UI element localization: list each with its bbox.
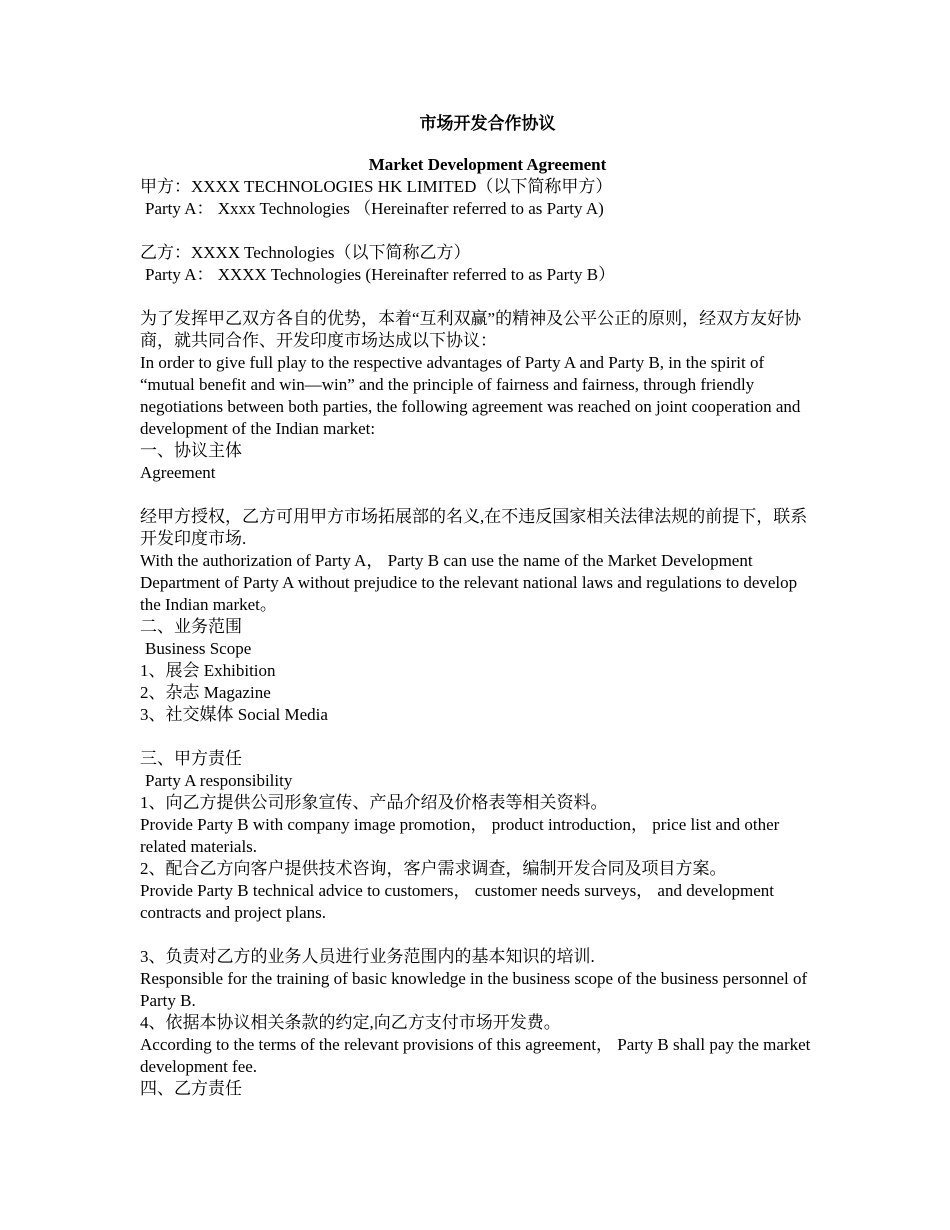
section-heading-party-a-duty-en: Party A responsibility (145, 771, 293, 790)
section-heading-party-a-duty-cn: 三、甲方责任 (140, 749, 242, 768)
intro-paragraph-en: In order to give full play to the respective advantages of Party A and Party B, in the spirit of “mutual benefit and win—win” and the principle of fairness and fairness, through friendly negotiations between both parties, the following agreement was reached on joint cooperation and development of the Indian market: (140, 353, 805, 438)
section-heading-agreement-en: Agreement (140, 463, 216, 482)
duty-item-en: Provide Party B with company image promotion， product introduction， price list and other related materials. (140, 815, 784, 856)
duty-item-cn: 3、负责对乙方的业务人员进行业务范围内的基本知识的培训. (140, 947, 595, 966)
section-heading-agreement-cn: 一、协议主体 (140, 441, 242, 460)
duty-item-cn: 4、依据本协议相关条款的约定,向乙方支付市场开发费。 (140, 1013, 561, 1032)
duty-item-en: Responsible for the training of basic knowledge in the business scope of the business personnel of Party B. (140, 969, 812, 1010)
section-agreement-body-cn: 经甲方授权，乙方可用甲方市场拓展部的名义,在不违反国家相关法律法规的前提下，联系开发印度市场. (140, 507, 808, 548)
duty-item-cn: 2、配合乙方向客户提供技术咨询，客户需求调查，编制开发合同及项目方案。 (140, 859, 727, 878)
document-title-cn: 市场开发合作协议 (419, 114, 556, 133)
party-b-en: Party A： XXXX Technologies (Hereinafter referred to as Party B） (145, 265, 616, 284)
party-b-cn: 乙方：XXXX Technologies（以下简称乙方） (140, 243, 471, 262)
duty-item-en: Provide Party B technical advice to customers， customer needs surveys， and development contracts and project plans. (140, 881, 779, 922)
document-title-en: Market Development Agreement (368, 155, 607, 174)
scope-item: 2、杂志 Magazine (140, 683, 271, 702)
duty-item-cn: 1、向乙方提供公司形象宣传、产品介绍及价格表等相关资料。 (140, 793, 608, 812)
section-heading-scope-en: Business Scope (145, 639, 252, 658)
section-heading-party-b-duty-cn: 四、乙方责任 (140, 1079, 242, 1098)
section-agreement-body-en: With the authorization of Party A， Party B can use the name of the Market Development Department of Party A without prejudice to the relevant national laws and regulations to develop the Indian market。 (140, 551, 802, 614)
duty-item-en: According to the terms of the relevant provisions of this agreement， Party B shall pay the market development fee. (140, 1035, 815, 1076)
scope-item: 3、社交媒体 Social Media (140, 705, 328, 724)
section-heading-scope-cn: 二、业务范围 (140, 617, 242, 636)
intro-paragraph-cn: 为了发挥甲乙双方各自的优势，本着“互利双赢”的精神及公平公正的原则，经双方友好协商，就共同合作、开发印度市场达成以下协议： (140, 309, 802, 350)
document-body (140, 112, 815, 1100)
party-a-cn: 甲方：XXXX TECHNOLOGIES HK LIMITED（以下简称甲方） (140, 177, 613, 196)
party-a-en: Party A： Xxxx Technologies （Hereinafter referred to as Party A) (145, 199, 604, 218)
scope-item: 1、展会 Exhibition (140, 661, 276, 680)
